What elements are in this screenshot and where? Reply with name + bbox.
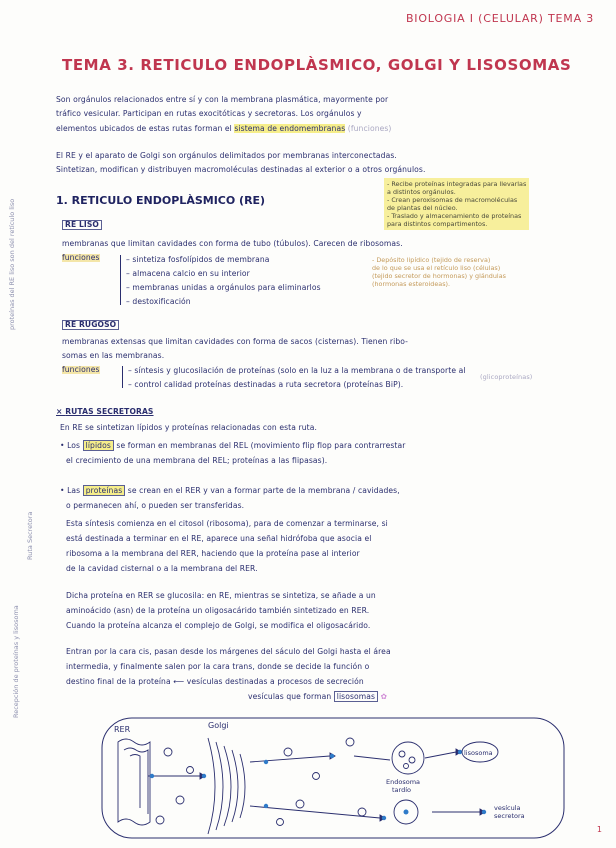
label-vesicula: vesícula <box>494 804 521 812</box>
re-liso-side-note: proteínas del RE liso son del retículo liso <box>8 198 16 330</box>
label-golgi: Golgi <box>208 721 229 730</box>
function-text: almacena calcio en su interior <box>132 269 250 278</box>
intro-line-3a: elementos ubicados de estas rutas forman el <box>56 124 232 133</box>
label-lisosoma: lisosoma <box>464 749 493 757</box>
lip-a: • Los <box>60 441 81 450</box>
rutas-label: × RUTAS SECRETORAS <box>56 407 154 416</box>
flower-doodle-icon: ✿ <box>380 692 388 701</box>
re-liso-function: – almacena calcio en su interior <box>126 269 250 278</box>
page-number: 1 <box>596 825 602 834</box>
rutas-side-note-2: Recepción de proteínas y lisosoma <box>12 605 20 718</box>
function-text: control calidad proteínas destinadas a ruta secretora (proteínas BiP). <box>134 380 404 389</box>
p3-arrow-text: vesículas destinadas a procesos de secreción <box>186 677 364 686</box>
label-rer: RER <box>114 725 131 734</box>
re-rugoso-label: RE RUGOSO <box>62 320 119 330</box>
lisosomas-box: lisosomas <box>334 691 378 702</box>
re-rugoso-functions-label: funciones <box>62 365 100 374</box>
function-text: membranas unidas a orgánulos para eliminarlos <box>132 283 321 292</box>
rutas-p3-line <box>66 678 364 686</box>
endosome-shape <box>392 742 424 774</box>
rutas-p3-end <box>248 693 387 701</box>
rer-shape <box>118 739 150 825</box>
secretory-cargo <box>404 810 409 815</box>
rutas-p1-line: está destinada a terminar en el RE, aparece una señal hidrófoba que asocia el <box>66 534 372 543</box>
label-endosoma-2: tardío <box>392 786 411 794</box>
rutas-p3-line: Entran por la cara cis, pasan desde los márgenes del sáculo del Golgi hasta el área <box>66 647 391 656</box>
rutas-p2-line: Dicha proteína en RER se glucosila: en RE, mientras se sintetiza, se añade a un <box>66 591 376 600</box>
note-line: - Recibe proteínas integradas para llevarlas <box>387 180 527 188</box>
secretory-pathway-diagram <box>100 712 570 842</box>
note-line: - Depósito lipídico (tejido de reserva) <box>372 256 491 264</box>
prot-a: • Las <box>60 486 81 495</box>
rutas-p2-line: Cuando la proteína alcanza el complejo de Golgi, se modifica el oligosacárido. <box>66 621 371 630</box>
rutas-p1-line: Esta síntesis comienza en el citosol (ribosoma), para de comenzar a terminarse, si <box>66 519 388 528</box>
re-rugoso-brace <box>122 366 123 388</box>
cargo-dots <box>150 750 486 820</box>
rutas-p1-line: ribosoma a la membrana del RER, haciendo que la proteína pase al interior <box>66 549 360 558</box>
intro-line-5: Sintetizan, modifican y distribuyen macromoléculas destinadas al exterior o a otros orgánulos. <box>56 165 426 174</box>
re-rugoso-note: (glicoproteínas) <box>480 373 533 381</box>
re-liso-function: – destoxificación <box>126 297 191 306</box>
label-endosoma: Endosoma <box>386 778 421 786</box>
intro-line-1: Son orgánulos relacionados entre sí y con la membrana plasmática, mayormente por <box>56 95 389 104</box>
vesicles <box>156 738 366 826</box>
section-re-title: 1. RETICULO ENDOPLÀSMICO (RE) <box>56 194 266 207</box>
re-rugoso-function: – síntesis y glucosilación de proteínas (solo en la luz a la membrana o de transporte al <box>128 366 466 375</box>
re-rugoso-line-2: somas en las membranas. <box>62 351 165 360</box>
p3-text: destino final de la proteína <box>66 677 171 686</box>
re-liso-function: – sintetiza fosfolípidos de membrana <box>126 255 270 264</box>
rutas-side-note: Ruta Secretora <box>26 511 34 560</box>
intro-line-2: tráfico vesicular. Participan en rutas exocitóticas y secretoras. Los orgánulos y <box>56 109 362 118</box>
note-line: - Crean peroxisomas de macromoléculas <box>387 196 518 204</box>
function-text: sintetiza fosfolípidos de membrana <box>132 255 270 264</box>
p3-end-a: vesículas que forman <box>248 692 332 701</box>
proteinas-box: proteínas <box>83 485 126 496</box>
prot-b: se crean en el RER y van a formar parte de la membrana / cavidades, <box>127 486 400 495</box>
rutas-p1-line: de la cavidad cisternal o a la membrana del RER. <box>66 564 258 573</box>
arrow-icon: ⟵ <box>173 677 185 686</box>
note-line: (tejido secretor de hormonas) y glándulas <box>372 272 506 280</box>
proteinas-line-2: o permanecen ahí, o pueden ser transferidas. <box>66 501 245 510</box>
re-functions-note <box>384 178 529 230</box>
re-liso-note <box>372 256 506 288</box>
page-title: TEMA 3. RETICULO ENDOPLÀSMICO, GOLGI Y LISOSOMAS <box>62 56 572 74</box>
re-liso-label: RE LISO <box>62 220 102 230</box>
intro-line-3 <box>56 125 392 133</box>
note-line: para distintos compartimentos. <box>387 220 488 228</box>
course-header: BIOLOGIA I (CELULAR) TEMA 3 <box>405 12 594 25</box>
re-rugoso-line-1: membranas extensas que limitan cavidades con forma de sacos (cisternas). Tienen ribo- <box>62 337 409 346</box>
note-line: de lo que se usa el retículo liso (células) <box>372 264 501 272</box>
re-liso-functions-label: funciones <box>62 253 100 262</box>
re-liso-function: – membranas unidas a orgánulos para eliminarlos <box>126 283 321 292</box>
lipidos-box: lípidos <box>83 440 114 451</box>
re-liso-line-1: membranas que limitan cavidades con forma de tubo (túbulos). Carecen de ribosomas. <box>62 239 403 248</box>
flow-arrows <box>148 749 485 821</box>
diagram-svg <box>100 712 570 842</box>
rutas-p2-line: aminoácido (asn) de la proteína un oligosacárido también sintetizado en RER. <box>66 606 370 615</box>
label-vesicula-2: secretora <box>494 812 525 820</box>
golgi-shape <box>208 738 245 834</box>
function-text: destoxificación <box>132 297 191 306</box>
rutas-p3-line: intermedia, y finalmente salen por la cara trans, donde se decide la función o <box>66 662 370 671</box>
endomembrane-highlight: sistema de endomembranas <box>234 124 346 133</box>
lipidos-line <box>60 442 405 450</box>
rutas-line-1: En RE se sintetizan lípidos y proteínas relacionadas con esta ruta. <box>60 423 317 432</box>
cell-outline <box>102 718 564 838</box>
function-text: síntesis y glucosilación de proteínas (solo en la luz a la membrana o de transporte al <box>134 366 466 375</box>
note-line: (hormonas esteroideas). <box>372 280 451 288</box>
intro-line-3c: (funciones) <box>347 124 392 133</box>
rutas-label-text: RUTAS SECRETORAS <box>65 407 154 416</box>
note-line: de plantas del núcleo. <box>387 204 458 212</box>
re-liso-brace <box>120 255 121 305</box>
re-rugoso-function: – control calidad proteínas destinadas a ruta secretora (proteínas BiP). <box>128 380 404 389</box>
intro-line-4: El RE y el aparato de Golgi son orgánulos delimitados por membranas interconectadas. <box>56 151 397 160</box>
note-line: a distintos orgánulos. <box>387 188 456 196</box>
lip-b: se forman en membranas del REL (movimiento flip flop para contrarrestar <box>116 441 406 450</box>
proteinas-line <box>60 487 400 495</box>
note-line: - Traslado y almacenamiento de proteínas <box>387 212 522 220</box>
lipidos-line-2: el crecimiento de una membrana del REL; proteínas a las flipasas). <box>66 456 328 465</box>
